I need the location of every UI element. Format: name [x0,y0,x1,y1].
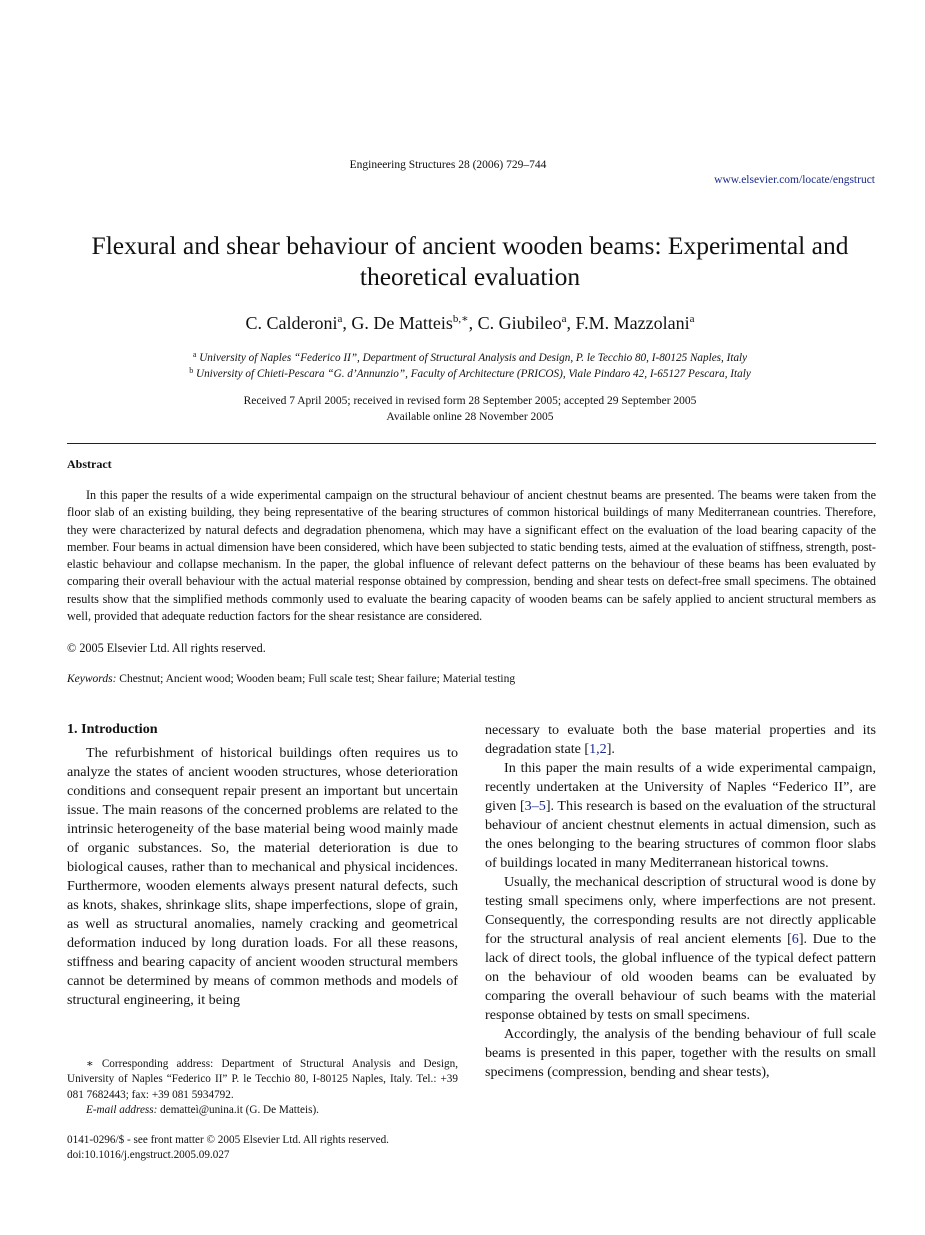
doi-line: doi:10.1016/j.engstruct.2005.09.027 [67,1149,230,1161]
paragraph-text: Usually, the mechanical description of structural wood is done by testing small specimens only, where imperfections are not present. Consequently, the corresponding results are not directly applicable for the structural analysis of real ancient elements [ [485,874,876,947]
paragraph-text: necessary to evaluate both the base material properties and its degradation state [ [485,722,876,757]
keywords [67,673,515,685]
copyright-text: 2005 Elsevier Ltd. All rights reserved. [76,641,266,655]
paragraph-text: In this paper the main results of a wide experimental campaign, recently undertaken at the University of Naples “Federico II”, are given [ [485,760,876,814]
online-date: Available online 28 November 2005 [386,411,554,423]
section-heading-introduction: 1. Introduction [67,721,158,737]
citation-link[interactable]: 3–5 [524,798,546,814]
left-column [67,744,458,1010]
affiliation-mark: a [192,350,197,359]
author-name: F.M. Mazzolani [575,313,690,333]
intro-paragraph [485,873,876,1025]
author-separator: , [468,313,478,333]
intro-paragraph [485,721,876,759]
author-affil-mark[interactable]: a [337,313,343,325]
journal-citation: Engineering Structures 28 (2006) 729–744 [349,159,547,171]
front-matter [67,1133,389,1163]
right-column [485,721,876,1082]
paper-title: Flexural and shear behaviour of ancient wooden beams: Experimental and theoretical evaluation [91,231,849,291]
intro-paragraph: Accordingly, the analysis of the bending behaviour of full scale beams is presented in this paper, together with the results on small specimens (compression, bending and shear tests), [485,1026,876,1080]
abstract-text: In this paper the results of a wide experimental campaign on the structural behaviour of ancient chestnut beams are presented. The beams were taken from the floor slab of an existing building, they being representative of the bearing structures of common historical buildings of many Mediterranean countries. Therefore, they were characterized by natural defects and degradation phenomena, which may have a significant effect on the evaluation of the load bearing capacity of the member. Four beams in actual dimension have been considered, which have been subjected to static bending tests, aimed at the evaluation of stiffness, strength, post-elastic behaviour and collapse mechanism. In the paper, the global influence of relevant defect patterns on the behaviour of these beams has been evaluated by comparing their overall behaviour with the actual material response obtained by compression, bending and shear tests on defect-free small specimens. The obtained results show that the simplified methods commonly used to evaluate the bearing capacity of wooden beams can be safely applied to ancient structural members as well, provided that adequate reduction factors for the shear resistance are considered. [67,488,876,624]
paragraph-text: ]. This research is based on the evaluation of the structural behaviour of ancient chestnut elements in actual dimension, such as the ones belonging to the bearing structures of common floor slabs of buildings located in many Mediterranean historical towns. [485,798,876,871]
author-affil-mark[interactable]: b,∗ [452,313,469,325]
citation-link[interactable]: 1,2 [589,741,607,757]
affiliation-mark: b [189,366,194,375]
intro-paragraph [485,759,876,873]
affiliation-a [0,352,925,364]
affiliation-text: University of Chieti-Pescara “G. d’Annunzio”, Faculty of Architecture (PRICOS), Viale Pindaro 42, I-65127 Pescara, Italy [195,368,751,380]
keywords-text: Chestnut; Ancient wood; Wooden beam; Full scale test; Shear failure; Material testing [116,673,516,685]
journal-url-link[interactable]: www.elsevier.com/locate/engstruct [714,174,875,186]
citation-link[interactable]: 6 [791,931,799,947]
affiliation-b [0,368,925,380]
paragraph-text: ]. Due to the lack of direct tools, the global influence of the typical defect pattern on the behaviour of old wooden beams can be evaluated by comparing the overall behaviour of such beams with the material response obtained by tests on small specimens. [485,931,876,1023]
copyright-icon: © [67,641,77,655]
abstract-heading: Abstract [67,457,112,471]
author-name: C. Giubileo [477,313,562,333]
abstract-copyright [67,641,266,656]
author-affil-mark[interactable]: a [561,313,567,325]
intro-paragraph: The refurbishment of historical buildings often requires us to analyze the states of ancient wooden structures, whose deterioration conditions and consequent repair present an important but uncertain issue. The main reasons of the concerned problems are related to the intrinsic heterogeneity of the base material being wood mainly made of organic substances. So, the material deterioration is due to biological causes, rather than to mechanical and physical incidences. Furthermore, wooden elements always present natural defects, such as knots, shakes, shrinkage slits, shape imperfections, slope of grain, as well as structural anomalies, namely cracking and geometrical deformation induced by long duration loads. For all these reasons, stiffness and bearing capacity of ancient wooden structural members cannot be determined by means of common methods and models of structural engineering, it being [67,745,458,1008]
author-affil-mark[interactable]: a [689,313,695,325]
issn-line: 0141-0296/$ - see front matter © 2005 Elsevier Ltd. All rights reserved. [67,1134,389,1146]
email-text: dematteì@unina.it (G. De Matteis). [157,1104,319,1117]
author-separator: , [342,313,352,333]
footnote-email [67,1103,458,1118]
author-separator: , [566,313,576,333]
author-list [0,313,925,334]
email-label: E-mail address: [86,1104,158,1117]
corresponding-author-footnote [67,1057,458,1119]
author-name: G. De Matteis [351,313,453,333]
footnote-address: ∗ Corresponding address: Department of Structural Analysis and Design, University of Naples “Federico II” P. le Tecchio 80, I-80125 Naples, Italy. Tel.: +39 081 7682443; fax: +39 081 5934792. [67,1058,458,1101]
keywords-label: Keywords: [67,673,117,685]
header-divider [67,443,876,444]
received-dates: Received 7 April 2005; received in revised form 28 September 2005; accepted 29 September 2005 [243,395,697,407]
author-name: C. Calderoni [245,313,338,333]
paragraph-text: ]. [606,741,615,757]
affiliation-text: University of Naples “Federico II”, Department of Structural Analysis and Design, P. le Tecchio 80, I-80125 Naples, Italy [199,352,748,364]
